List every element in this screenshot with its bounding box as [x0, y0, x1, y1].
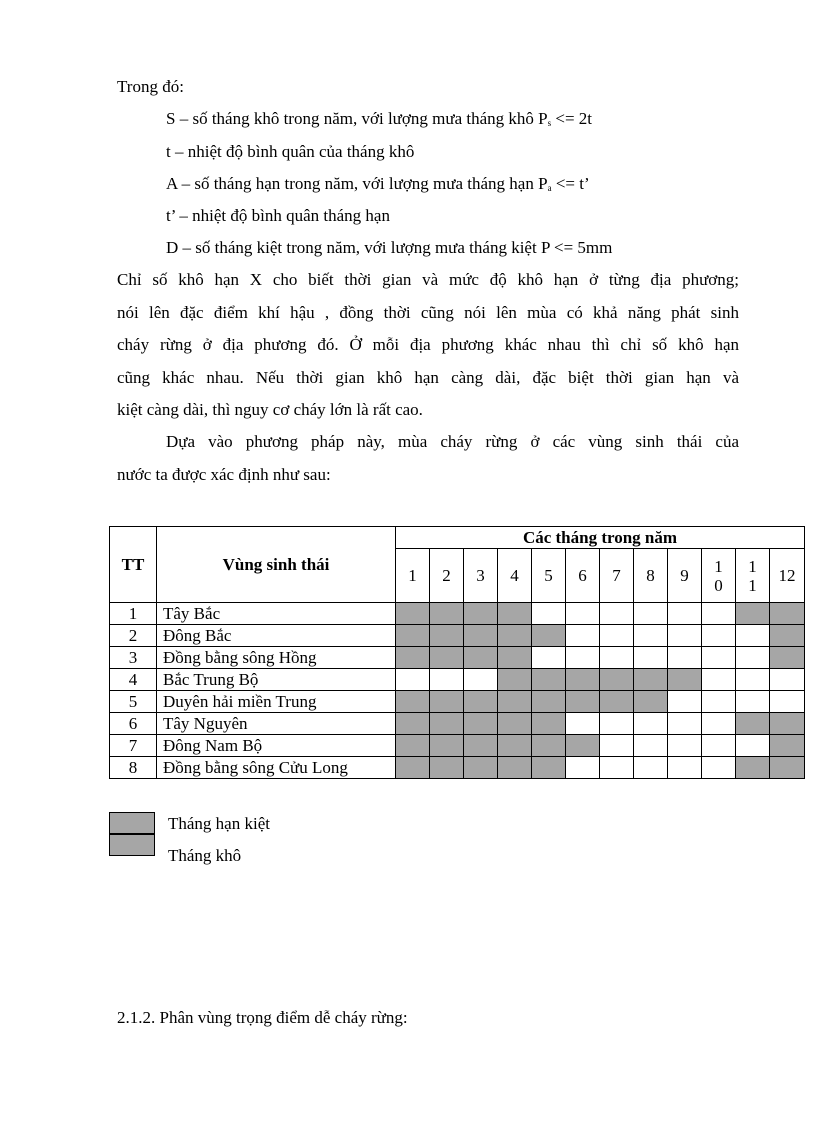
paragraph-line: Chỉ số khô hạn X cho biết thời gian và mức độ khô hạn ở từng địa phương;: [117, 270, 739, 289]
month-header: 9: [668, 549, 702, 603]
month-cell-shaded: [600, 669, 634, 691]
month-cell-shaded: [736, 713, 770, 735]
month-cell-shaded: [464, 691, 498, 713]
definition-s: S – số tháng khô trong năm, với lượng mưa tháng khô $P_s <= 2t$: [166, 109, 593, 128]
month-cell-shaded: [430, 603, 464, 625]
row-number: 2: [110, 625, 157, 647]
month-cell-shaded: [736, 603, 770, 625]
month-cell-empty: [600, 713, 634, 735]
month-cell-empty: [668, 603, 702, 625]
month-cell-empty: [770, 691, 805, 713]
table-row: [110, 757, 805, 779]
month-cell-empty: [634, 757, 668, 779]
month-cell-shaded: [600, 691, 634, 713]
paragraph-line: Dựa vào phương pháp này, mùa cháy rừng ở các vùng sinh thái của: [166, 432, 739, 451]
definition-d: D – số tháng kiệt trong năm, với lượng mưa tháng kiệt P <= 5mm: [166, 238, 613, 257]
month-header: 3: [464, 549, 498, 603]
month-cell-empty: [668, 757, 702, 779]
month-cell-empty: [600, 647, 634, 669]
month-cell-shaded: [770, 735, 805, 757]
month-cell-empty: [634, 603, 668, 625]
region-name: Đồng bằng sông Cửu Long: [157, 757, 396, 779]
month-header: 6: [566, 549, 600, 603]
month-cell-shaded: [396, 713, 430, 735]
month-cell-empty: [566, 625, 600, 647]
definition-t-prime: t’ – nhiệt độ bình quân tháng hạn: [166, 206, 390, 225]
month-cell-shaded: [396, 691, 430, 713]
region-name: Đồng bằng sông Hồng: [157, 647, 396, 669]
table-row: [110, 691, 805, 713]
month-cell-shaded: [498, 691, 532, 713]
paragraph-line: cháy rừng ở địa phương đó. Ở mỗi địa phương khác nhau thì chỉ số khô hạn: [117, 335, 739, 354]
month-cell-shaded: [498, 603, 532, 625]
month-header-10: 1 0: [702, 549, 736, 603]
section-heading: 2.1.2. Phân vùng trọng điểm dễ cháy rừng:: [117, 1008, 408, 1027]
month-cell-empty: [532, 647, 566, 669]
region-name: Tây Nguyên: [157, 713, 396, 735]
paragraph-line: cũng khác nhau. Nếu thời gian khô hạn càng dài, đặc biệt thời gian hạn và: [117, 367, 739, 387]
header-tt: TT: [110, 527, 157, 603]
row-number: 3: [110, 647, 157, 669]
month-cell-shaded: [770, 603, 805, 625]
month-cell-shaded: [532, 735, 566, 757]
month-cell-shaded: [532, 691, 566, 713]
month-cell-empty: [634, 625, 668, 647]
month-header: 1: [396, 549, 430, 603]
table-row: [110, 713, 805, 735]
month-header: 2: [430, 549, 464, 603]
month-header: 5: [532, 549, 566, 603]
month-header-11: 1 1: [736, 549, 770, 603]
month-cell-empty: [634, 735, 668, 757]
month-cell-empty: [668, 691, 702, 713]
month-cell-shaded: [498, 713, 532, 735]
month-cell-shaded: [498, 647, 532, 669]
month-cell-shaded: [566, 735, 600, 757]
month-cell-shaded: [498, 757, 532, 779]
month-cell-shaded: [464, 713, 498, 735]
month-cell-shaded: [668, 669, 702, 691]
paragraph-line: nước ta được xác định như sau:: [117, 464, 331, 484]
month-header: 12: [770, 549, 805, 603]
row-number: 4: [110, 669, 157, 691]
month-cell-empty: [702, 691, 736, 713]
month-cell-empty: [702, 625, 736, 647]
month-cell-empty: [532, 603, 566, 625]
table-row: [110, 647, 805, 669]
month-cell-shaded: [430, 625, 464, 647]
row-number: 8: [110, 757, 157, 779]
month-cell-shaded: [464, 603, 498, 625]
month-cell-shaded: [532, 713, 566, 735]
header-months: Các tháng trong năm: [396, 527, 805, 549]
month-cell-empty: [702, 603, 736, 625]
definition-a: A – số tháng hạn trong năm, với lượng mưa tháng hạn $P_a <= t$’: [166, 174, 590, 193]
month-cell-shaded: [736, 757, 770, 779]
paragraph-method: [117, 426, 739, 491]
month-cell-shaded: [532, 757, 566, 779]
month-cell-empty: [566, 647, 600, 669]
month-cell-empty: [430, 669, 464, 691]
region-name: Đông Bắc: [157, 625, 396, 647]
month-cell-empty: [600, 735, 634, 757]
month-cell-empty: [736, 735, 770, 757]
month-cell-empty: [668, 713, 702, 735]
month-cell-empty: [770, 669, 805, 691]
month-header: 7: [600, 549, 634, 603]
month-cell-empty: [702, 669, 736, 691]
month-cell-empty: [736, 669, 770, 691]
month-cell-shaded: [430, 757, 464, 779]
month-cell-shaded: [396, 603, 430, 625]
month-cell-shaded: [430, 691, 464, 713]
month-cell-empty: [566, 603, 600, 625]
month-header: 8: [634, 549, 668, 603]
row-number: 1: [110, 603, 157, 625]
month-cell-empty: [702, 713, 736, 735]
row-number: 7: [110, 735, 157, 757]
month-cell-empty: [702, 735, 736, 757]
month-cell-shaded: [532, 669, 566, 691]
month-cell-shaded: [396, 735, 430, 757]
month-cell-shaded: [498, 669, 532, 691]
table-row: [110, 669, 805, 691]
month-cell-shaded: [464, 757, 498, 779]
month-cell-shaded: [430, 713, 464, 735]
month-cell-empty: [566, 713, 600, 735]
paragraph-drought-index: [117, 264, 739, 427]
month-cell-empty: [634, 647, 668, 669]
month-cell-shaded: [566, 691, 600, 713]
month-cell-shaded: [532, 625, 566, 647]
month-cell-shaded: [430, 647, 464, 669]
paragraph-line: nói lên đặc điểm khí hậu , đồng thời cũng nói lên mùa có khả năng phát sinh: [117, 302, 739, 322]
month-cell-shaded: [464, 647, 498, 669]
month-cell-empty: [668, 647, 702, 669]
month-cell-shaded: [464, 735, 498, 757]
month-cell-shaded: [770, 713, 805, 735]
month-cell-shaded: [770, 625, 805, 647]
definition-t: t – nhiệt độ bình quân của tháng khô: [166, 142, 415, 161]
month-cell-empty: [736, 625, 770, 647]
legend-swatch-dry: [109, 834, 155, 856]
month-cell-shaded: [498, 735, 532, 757]
month-cell-empty: [736, 647, 770, 669]
month-cell-empty: [702, 647, 736, 669]
region-name: Duyên hải miền Trung: [157, 691, 396, 713]
month-cell-empty: [600, 757, 634, 779]
month-cell-empty: [600, 603, 634, 625]
table-row: [110, 735, 805, 757]
month-cell-shaded: [396, 757, 430, 779]
region-name: Tây Bắc: [157, 603, 396, 625]
header-region: Vùng sinh thái: [157, 527, 396, 603]
month-cell-empty: [668, 735, 702, 757]
row-number: 5: [110, 691, 157, 713]
legend-label-drought: Tháng hạn kiệt: [168, 814, 270, 833]
month-cell-shaded: [396, 647, 430, 669]
region-name: Bắc Trung Bộ: [157, 669, 396, 691]
table-row: [110, 625, 805, 647]
month-header: 4: [498, 549, 532, 603]
month-cell-shaded: [464, 625, 498, 647]
month-cell-shaded: [396, 625, 430, 647]
month-cell-empty: [464, 669, 498, 691]
month-cell-shaded: [634, 669, 668, 691]
month-cell-empty: [634, 713, 668, 735]
legend-label-dry: Tháng khô: [168, 846, 242, 865]
table-row: [110, 603, 805, 625]
month-cell-shaded: [770, 757, 805, 779]
row-number: 6: [110, 713, 157, 735]
month-cell-empty: [566, 757, 600, 779]
month-cell-shaded: [498, 625, 532, 647]
month-cell-empty: [702, 757, 736, 779]
paragraph-line: kiệt càng dài, thì nguy cơ cháy lớn là rất cao.: [117, 400, 423, 419]
month-cell-shaded: [770, 647, 805, 669]
fire-season-table: [109, 526, 805, 779]
legend-swatch-drought: [109, 812, 155, 834]
month-cell-shaded: [566, 669, 600, 691]
month-cell-empty: [736, 691, 770, 713]
month-cell-shaded: [634, 691, 668, 713]
month-cell-shaded: [430, 735, 464, 757]
month-cell-empty: [668, 625, 702, 647]
month-cell-empty: [600, 625, 634, 647]
intro-label: Trong đó:: [117, 77, 184, 96]
month-cell-empty: [396, 669, 430, 691]
region-name: Đông Nam Bộ: [157, 735, 396, 757]
